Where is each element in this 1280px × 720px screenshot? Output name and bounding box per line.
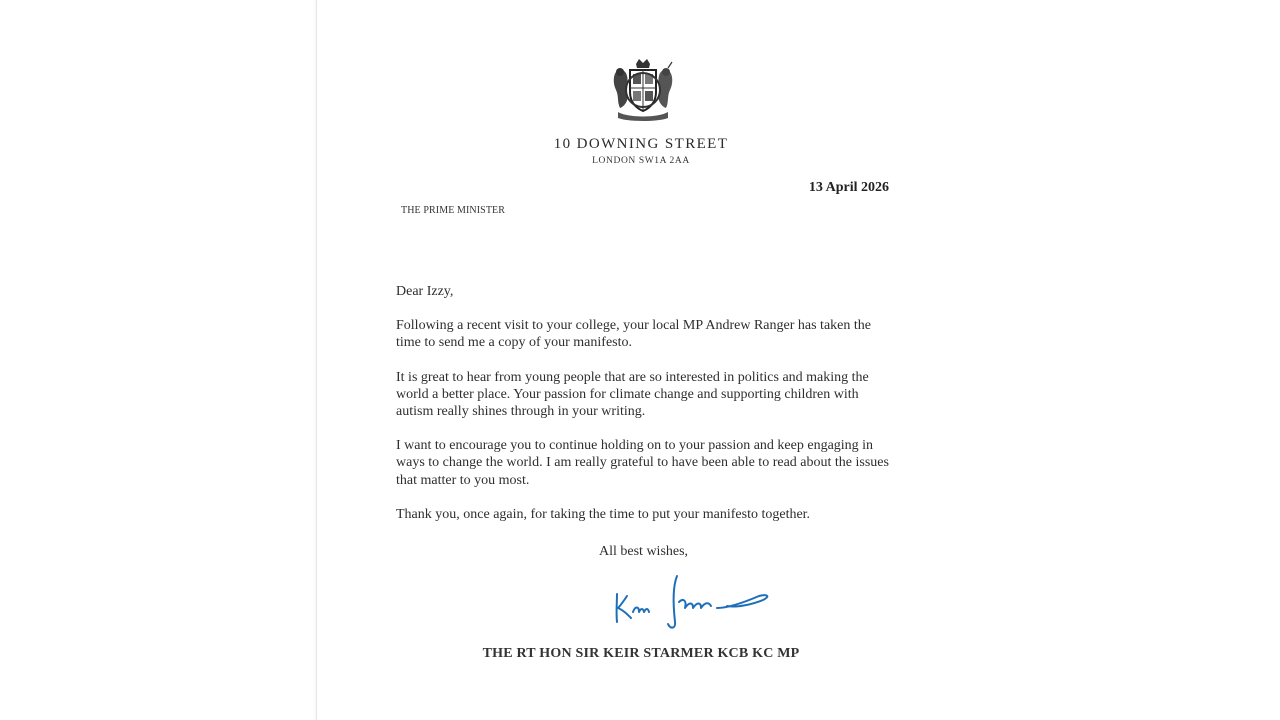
paragraph: It is great to hear from young people that are so interested in politics and making the world a better place. Your passion for climate change and supporting children with autism really shines through in your writing. [396,369,869,420]
paragraph: I want to encourage you to continue holding on to your passion and keep engaging in ways to change the world. I am really grateful to have been able to read about the issues that matter to you most. [396,438,889,488]
letter-date: 13 April 2026 [808,180,889,195]
letter-body [396,283,896,540]
sender-title: THE PRIME MINISTER [401,205,506,216]
royal-coat-of-arms-icon [610,58,676,122]
letter-sheet [316,0,965,720]
salutation: Dear Izzy, [396,284,454,299]
paragraph: Following a recent visit to your college, your local MP Andrew Ranger has taken the time to send me a copy of your manifesto. [396,318,871,351]
paragraph: Thank you, once again, for taking the time to put your manifesto together. [396,506,811,522]
address-line-1: 10 DOWNING STREET [553,136,729,152]
address-line-2: LONDON SW1A 2AA [592,156,690,166]
handwritten-signature [613,572,813,632]
signatory-name: THE RT HON SIR KEIR STARMER KCB KC MP [482,646,800,661]
closing: All best wishes, [599,544,689,559]
